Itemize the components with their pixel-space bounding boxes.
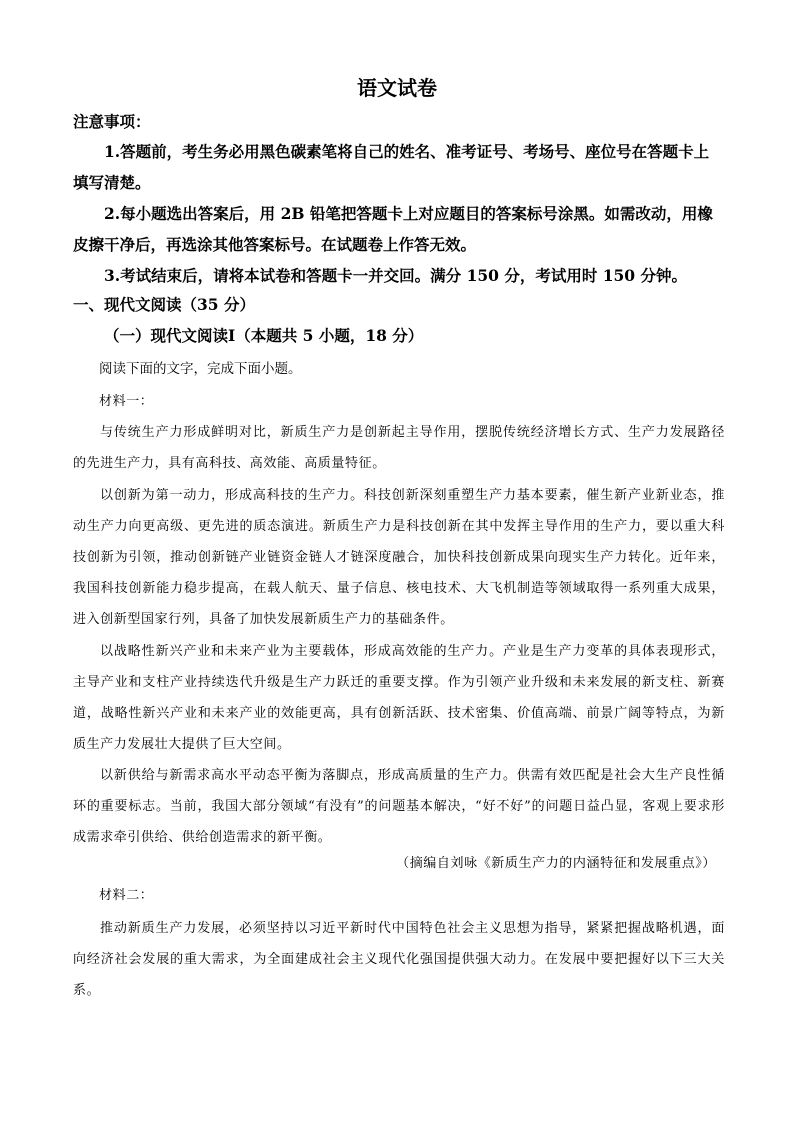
notice-item-1: 1.答题前，考生务必用黑色碳素笔将自己的姓名、准考证号、考场号、座位号在答题卡上填写清楚。 — [73, 142, 710, 192]
reading-instruction: 阅读下面的文字，完成下面小题。 — [99, 361, 302, 377]
material1-label: 材料一： — [99, 394, 154, 409]
material1-source: （摘编自刘咏《新质生产力的内涵特征和发展重点》） — [396, 856, 716, 871]
notice-item-2: 2.每小题选出答案后，用 2B 铅笔把答题卡上对应题目的答案标号涂黑。如需改动，用橡皮擦干净后，再选涂其他答案标号。在试题卷上作答无效。 — [73, 204, 713, 254]
material1-paragraph: 与传统生产力形成鲜明对比，新质生产力是创新起主导作用，摆脱传统经济增长方式、生产力发展路径的先进生产力，具有高科技、高效能、高质量特征。 — [73, 425, 725, 471]
notice-item-3: 3.考试结束后，请将本试卷和答题卡一并交回。满分 150 分，考试用时 150 分钟。 — [104, 266, 687, 285]
material1-paragraph: 以创新为第一动力，形成高科技的生产力。科技创新深刻重塑生产力基本要素，催生新产业新业态，推动生产力向更高级、更先进的质态演进。新质生产力是科技创新在其中发挥主导作用的生产力，要以重大科技创新为引领，推动创新链产业链资金链人才链深度融合，加快科技创新成果向现实生产力转化。近年来，我国科技创新能力稳步提高，在载人航天、量子信息、核电技术、大飞机制造等领域取得一系列重大成果，进入创新型国家行列，具备了加快发展新质生产力的基础条件。 — [73, 488, 725, 627]
notice-label: 注意事项： — [73, 112, 151, 131]
page-title: 语文试卷 — [357, 76, 437, 100]
section-heading: 一、现代文阅读（35 分） — [73, 295, 255, 314]
material2-paragraph: 推动新质生产力发展，必须坚持以习近平新时代中国特色社会主义思想为指导，紧紧把握战略机遇，面向经济社会发展的重大需求，为全面建成社会主义现代化强国提供强大动力。在发展中要把握好以下三大关系。 — [73, 921, 725, 998]
material2-label: 材料二： — [99, 888, 154, 903]
material1-paragraph: 以战略性新兴产业和未来产业为主要载体，形成高效能的生产力。产业是生产力变革的具体表现形式，主导产业和支柱产业持续迭代升级是生产力跃迁的重要支撑。作为引领产业升级和未来发展的新支柱、新赛道，战略性新兴产业和未来产业的效能更高，具有创新活跃、技术密集、价值高端、前景广阔等特点，为新质生产力发展壮大提供了巨大空间。 — [73, 644, 725, 752]
subsection-heading: （一）现代文阅读Ⅰ（本题共 5 小题，18 分） — [104, 326, 424, 345]
material1-paragraph: 以新供给与新需求高水平动态平衡为落脚点，形成高质量的生产力。供需有效匹配是社会大生产良性循环的重要标志。当前，我国大部分领域“有没有”的问题基本解决，“好不好”的问题日益凸显，客观上要求形成需求牵引供给、供给创造需求的新平衡。 — [73, 768, 725, 845]
